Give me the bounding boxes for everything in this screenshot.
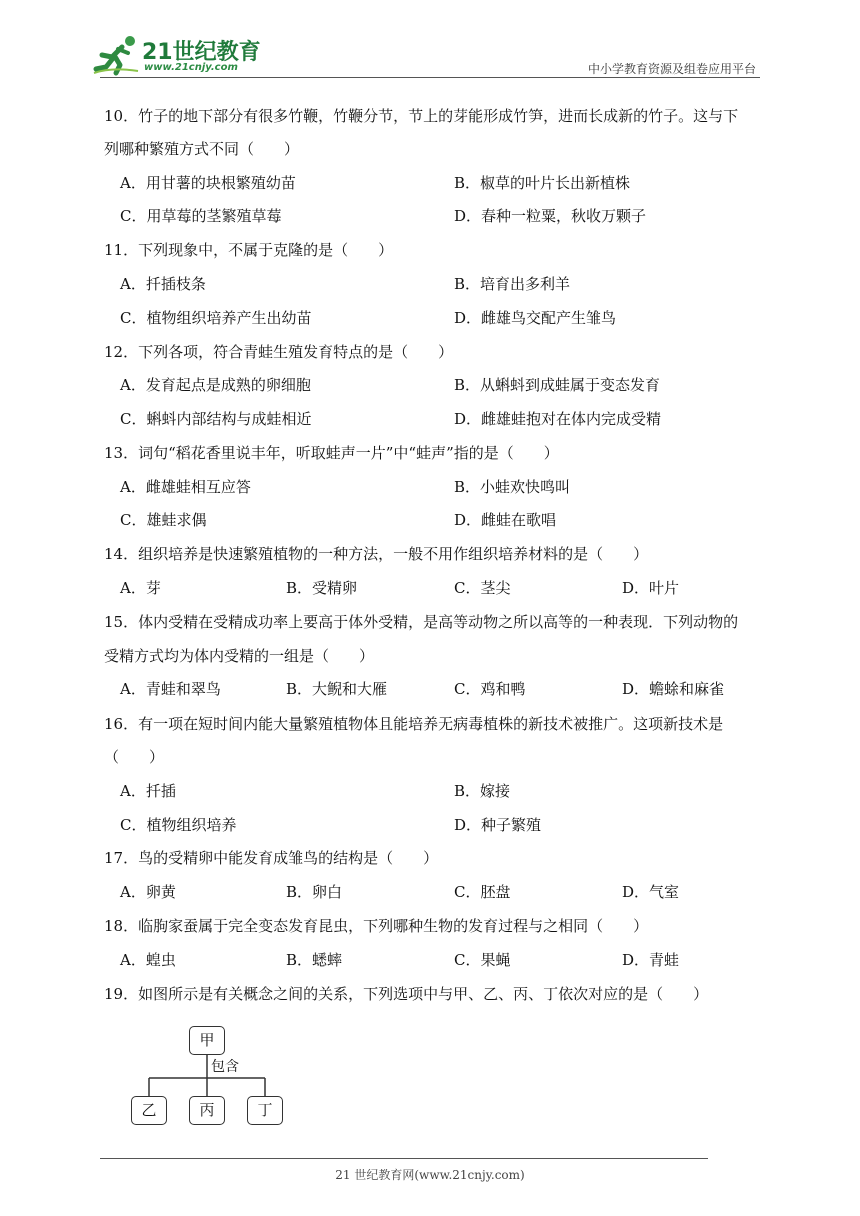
question-19-stem: 19．如图所示是有关概念之间的关系，下列选项中与甲、乙、丙、丁依次对应的是（ ） <box>104 985 709 1003</box>
question-15-option-a: A．青蛙和翠鸟 <box>120 680 221 698</box>
diagram-node-jia: 甲 <box>189 1026 225 1055</box>
question-17-option-c: C．胚盘 <box>454 883 511 901</box>
question-17-option-b: B．卵白 <box>286 883 343 901</box>
question-13-option-d: D．雌蛙在歌唱 <box>454 511 557 529</box>
question-15-line-1: 15．体内受精在受精成功率上要高于体外受精，是高等动物之所以高等的一种表现．下列动物的 <box>104 613 739 631</box>
logo-url: www.21cnjy.com <box>144 62 238 73</box>
question-17-stem: 17．鸟的受精卵中能发育成雏鸟的结构是（ ） <box>104 849 439 867</box>
question-14-stem: 14．组织培养是快速繁殖植物的一种方法，一般不用作组织培养材料的是（ ） <box>104 545 649 563</box>
question-14-option-d: D．叶片 <box>622 579 680 597</box>
question-11-option-c: C．植物组织培养产生出幼苗 <box>120 309 312 327</box>
header-platform-text: 中小学教育资源及组卷应用平台 <box>587 62 756 76</box>
question-11-stem: 11．下列现象中，不属于克隆的是（ ） <box>104 241 394 259</box>
page-header <box>0 0 860 80</box>
question-12-stem: 12．下列各项，符合青蛙生殖发育特点的是（ ） <box>104 343 454 361</box>
question-12-option-b: B．从蝌蚪到成蛙属于变态发育 <box>454 376 661 394</box>
question-14-option-b: B．受精卵 <box>286 579 358 597</box>
question-13-option-a: A．雌雄蛙相互应答 <box>120 478 251 496</box>
question-15-line-2: 受精方式均为体内受精的一组是（ ） <box>104 647 375 665</box>
question-10-line-1: 10．竹子的地下部分有很多竹鞭，竹鞭分节，节上的芽能形成竹笋，进而长成新的竹子。这与下 <box>104 107 739 125</box>
question-11-option-b: B．培育出多利羊 <box>454 275 571 293</box>
page-footer: 21 世纪教育网(www.21cnjy.com) <box>335 1168 525 1182</box>
question-10-option-c: C．用草莓的茎繁殖草莓 <box>120 207 282 225</box>
question-16-option-c: C．植物组织培养 <box>120 816 237 834</box>
question-18-option-b: B．蟋蟀 <box>286 951 343 969</box>
question-13-stem: 13．词句“稻花香里说丰年，听取蛙声一片”中“蛙声”指的是（ ） <box>104 444 559 462</box>
question-14-option-c: C．茎尖 <box>454 579 511 597</box>
question-18-option-d: D．青蛙 <box>622 951 680 969</box>
question-17-option-a: A．卵黄 <box>120 883 176 901</box>
runner-logo-icon <box>92 33 142 77</box>
question-18-stem: 18．临朐家蚕属于完全变态发育昆虫，下列哪种生物的发育过程与之相同（ ） <box>104 917 649 935</box>
question-12-option-a: A．发育起点是成熟的卵细胞 <box>120 376 311 394</box>
question-18-option-a: A．蝗虫 <box>120 951 176 969</box>
diagram-node-yi: 乙 <box>131 1096 167 1125</box>
question-14-option-a: A．芽 <box>120 579 161 597</box>
question-13-option-c: C．雄蛙求偶 <box>120 511 207 529</box>
diagram-node-ding: 丁 <box>247 1096 283 1125</box>
question-15-option-b: B．大鲵和大雁 <box>286 680 388 698</box>
question-18-option-c: C．果蝇 <box>454 951 511 969</box>
question-13-option-b: B．小蛙欢快鸣叫 <box>454 478 571 496</box>
question-15-option-d: D．蟾蜍和麻雀 <box>622 680 725 698</box>
diagram-node-bing: 丙 <box>189 1096 225 1125</box>
question-16-option-b: B．嫁接 <box>454 782 511 800</box>
question-10-option-a: A．用甘薯的块根繁殖幼苗 <box>120 174 296 192</box>
question-16-option-d: D．种子繁殖 <box>454 816 542 834</box>
question-12-option-c: C．蝌蚪内部结构与成蛙相近 <box>120 410 312 428</box>
question-11-option-d: D．雌雄鸟交配产生雏鸟 <box>454 309 617 327</box>
question-11-option-a: A．扦插枝条 <box>120 275 206 293</box>
question-10-line-2: 列哪种繁殖方式不同（ ） <box>104 140 300 158</box>
diagram-relation-label: 包含 <box>211 1059 239 1075</box>
question-16-option-a: A．扦插 <box>120 782 176 800</box>
logo-text: 21世纪教育 <box>142 40 261 65</box>
question-16-line-2: （ ） <box>104 748 165 766</box>
footer-divider <box>100 1158 708 1159</box>
question-17-option-d: D．气室 <box>622 883 680 901</box>
question-16-line-1: 16．有一项在短时间内能大量繁殖植物体且能培养无病毒植株的新技术被推广。这项新技术是 <box>104 715 724 733</box>
question-10-option-b: B．椒草的叶片长出新植株 <box>454 174 631 192</box>
header-divider <box>100 77 760 78</box>
question-12-option-d: D．雌雄蛙抱对在体内完成受精 <box>454 410 662 428</box>
question-15-option-c: C．鸡和鸭 <box>454 680 526 698</box>
question-10-option-d: D．春种一粒粟，秋收万颗子 <box>454 207 647 225</box>
site-logo <box>92 33 272 77</box>
concept-diagram <box>128 1020 298 1130</box>
